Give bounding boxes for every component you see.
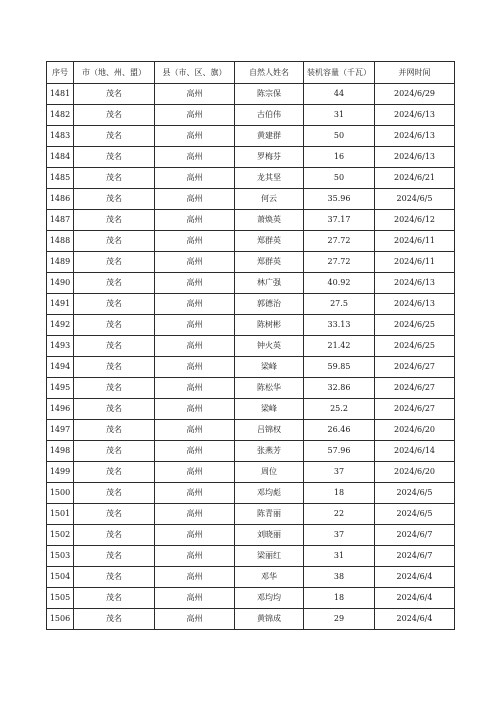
cell-serial-number: 1494	[47, 357, 74, 378]
cell-county: 高州	[155, 567, 235, 588]
cell-capacity: 29	[304, 609, 375, 630]
header-capacity: 装机容量（千瓦）	[304, 62, 375, 84]
cell-grid-date: 2024/6/5	[375, 504, 455, 525]
cell-city: 茂名	[74, 420, 155, 441]
cell-person-name: 梁峰	[235, 399, 304, 420]
cell-grid-date: 2024/6/14	[375, 441, 455, 462]
cell-person-name: 龙其坚	[235, 168, 304, 189]
cell-grid-date: 2024/6/4	[375, 588, 455, 609]
cell-grid-date: 2024/6/13	[375, 105, 455, 126]
cell-county: 高州	[155, 273, 235, 294]
cell-capacity: 25.2	[304, 399, 375, 420]
cell-county: 高州	[155, 294, 235, 315]
cell-county: 高州	[155, 399, 235, 420]
table-header-row	[47, 62, 455, 84]
table-row	[47, 294, 455, 315]
cell-grid-date: 2024/6/5	[375, 483, 455, 504]
cell-serial-number: 1490	[47, 273, 74, 294]
cell-capacity: 21.42	[304, 336, 375, 357]
cell-city: 茂名	[74, 315, 155, 336]
table-row	[47, 147, 455, 168]
cell-person-name: 陈宗保	[235, 84, 304, 105]
cell-serial-number: 1485	[47, 168, 74, 189]
cell-county: 高州	[155, 357, 235, 378]
cell-county: 高州	[155, 189, 235, 210]
cell-capacity: 37	[304, 462, 375, 483]
table-row	[47, 483, 455, 504]
cell-person-name: 陈松华	[235, 378, 304, 399]
cell-county: 高州	[155, 147, 235, 168]
table-row	[47, 441, 455, 462]
cell-serial-number: 1496	[47, 399, 74, 420]
cell-person-name: 罗梅芬	[235, 147, 304, 168]
cell-grid-date: 2024/6/13	[375, 147, 455, 168]
cell-grid-date: 2024/6/11	[375, 231, 455, 252]
cell-grid-date: 2024/6/13	[375, 126, 455, 147]
cell-city: 茂名	[74, 252, 155, 273]
table-row	[47, 609, 455, 630]
cell-capacity: 59.85	[304, 357, 375, 378]
cell-serial-number: 1488	[47, 231, 74, 252]
cell-city: 茂名	[74, 105, 155, 126]
cell-city: 茂名	[74, 441, 155, 462]
cell-person-name: 陈树彬	[235, 315, 304, 336]
cell-serial-number: 1500	[47, 483, 74, 504]
cell-grid-date: 2024/6/27	[375, 399, 455, 420]
cell-person-name: 郑群英	[235, 252, 304, 273]
table-body	[47, 84, 455, 630]
cell-city: 茂名	[74, 525, 155, 546]
cell-serial-number: 1498	[47, 441, 74, 462]
cell-serial-number: 1495	[47, 378, 74, 399]
cell-county: 高州	[155, 546, 235, 567]
table-row	[47, 399, 455, 420]
cell-county: 高州	[155, 525, 235, 546]
cell-capacity: 32.86	[304, 378, 375, 399]
cell-county: 高州	[155, 105, 235, 126]
cell-serial-number: 1499	[47, 462, 74, 483]
cell-person-name: 黄锦成	[235, 609, 304, 630]
cell-person-name: 萧焕英	[235, 210, 304, 231]
cell-county: 高州	[155, 378, 235, 399]
cell-capacity: 37	[304, 525, 375, 546]
cell-city: 茂名	[74, 567, 155, 588]
cell-city: 茂名	[74, 588, 155, 609]
cell-capacity: 27.72	[304, 231, 375, 252]
cell-grid-date: 2024/6/7	[375, 546, 455, 567]
header-grid-date: 并网时间	[375, 62, 455, 84]
cell-person-name: 刘晓丽	[235, 525, 304, 546]
cell-capacity: 27.5	[304, 294, 375, 315]
cell-county: 高州	[155, 504, 235, 525]
cell-capacity: 18	[304, 483, 375, 504]
cell-capacity: 33.13	[304, 315, 375, 336]
cell-capacity: 31	[304, 105, 375, 126]
cell-county: 高州	[155, 462, 235, 483]
table-row	[47, 420, 455, 441]
cell-city: 茂名	[74, 609, 155, 630]
cell-grid-date: 2024/6/4	[375, 567, 455, 588]
cell-person-name: 陈青丽	[235, 504, 304, 525]
cell-grid-date: 2024/6/27	[375, 378, 455, 399]
cell-grid-date: 2024/6/5	[375, 189, 455, 210]
cell-city: 茂名	[74, 168, 155, 189]
table-row	[47, 273, 455, 294]
header-serial-number: 序号	[47, 62, 74, 84]
cell-county: 高州	[155, 609, 235, 630]
table-row	[47, 546, 455, 567]
cell-grid-date: 2024/6/7	[375, 525, 455, 546]
cell-person-name: 何云	[235, 189, 304, 210]
cell-serial-number: 1497	[47, 420, 74, 441]
cell-person-name: 钟火英	[235, 336, 304, 357]
cell-capacity: 16	[304, 147, 375, 168]
cell-city: 茂名	[74, 483, 155, 504]
cell-capacity: 26.46	[304, 420, 375, 441]
header-city: 市（地、州、盟）	[74, 62, 155, 84]
cell-grid-date: 2024/6/13	[375, 273, 455, 294]
cell-county: 高州	[155, 441, 235, 462]
cell-city: 茂名	[74, 336, 155, 357]
cell-serial-number: 1482	[47, 105, 74, 126]
cell-person-name: 张燕芳	[235, 441, 304, 462]
table-row	[47, 168, 455, 189]
cell-capacity: 38	[304, 567, 375, 588]
cell-person-name: 林广强	[235, 273, 304, 294]
document-page	[46, 61, 454, 630]
cell-county: 高州	[155, 231, 235, 252]
cell-city: 茂名	[74, 378, 155, 399]
cell-grid-date: 2024/6/11	[375, 252, 455, 273]
cell-county: 高州	[155, 315, 235, 336]
table-row	[47, 357, 455, 378]
cell-grid-date: 2024/6/12	[375, 210, 455, 231]
cell-county: 高州	[155, 210, 235, 231]
cell-serial-number: 1504	[47, 567, 74, 588]
cell-county: 高州	[155, 336, 235, 357]
cell-city: 茂名	[74, 546, 155, 567]
cell-capacity: 27.72	[304, 252, 375, 273]
cell-grid-date: 2024/6/20	[375, 420, 455, 441]
cell-serial-number: 1481	[47, 84, 74, 105]
cell-city: 茂名	[74, 399, 155, 420]
cell-capacity: 40.92	[304, 273, 375, 294]
cell-city: 茂名	[74, 147, 155, 168]
cell-serial-number: 1489	[47, 252, 74, 273]
cell-grid-date: 2024/6/29	[375, 84, 455, 105]
cell-county: 高州	[155, 252, 235, 273]
cell-person-name: 邓均均	[235, 588, 304, 609]
cell-serial-number: 1501	[47, 504, 74, 525]
cell-county: 高州	[155, 588, 235, 609]
cell-person-name: 古伯伟	[235, 105, 304, 126]
cell-grid-date: 2024/6/25	[375, 315, 455, 336]
cell-county: 高州	[155, 84, 235, 105]
table-row	[47, 84, 455, 105]
header-county: 县（市、区、旗）	[155, 62, 235, 84]
table-row	[47, 462, 455, 483]
cell-grid-date: 2024/6/20	[375, 462, 455, 483]
table-row	[47, 210, 455, 231]
cell-serial-number: 1484	[47, 147, 74, 168]
cell-person-name: 吕锦权	[235, 420, 304, 441]
header-person-name: 自然人姓名	[235, 62, 304, 84]
cell-grid-date: 2024/6/4	[375, 609, 455, 630]
cell-grid-date: 2024/6/25	[375, 336, 455, 357]
cell-city: 茂名	[74, 84, 155, 105]
cell-city: 茂名	[74, 210, 155, 231]
cell-person-name: 周位	[235, 462, 304, 483]
table-row	[47, 315, 455, 336]
cell-capacity: 22	[304, 504, 375, 525]
cell-city: 茂名	[74, 189, 155, 210]
cell-capacity: 37.17	[304, 210, 375, 231]
cell-county: 高州	[155, 483, 235, 504]
cell-person-name: 黄建群	[235, 126, 304, 147]
table-row	[47, 231, 455, 252]
cell-person-name: 梁丽红	[235, 546, 304, 567]
cell-capacity: 18	[304, 588, 375, 609]
table-row	[47, 105, 455, 126]
cell-serial-number: 1505	[47, 588, 74, 609]
table-row	[47, 504, 455, 525]
grid-connection-table	[46, 61, 455, 630]
cell-person-name: 梁峰	[235, 357, 304, 378]
cell-serial-number: 1506	[47, 609, 74, 630]
cell-city: 茂名	[74, 462, 155, 483]
table-row	[47, 378, 455, 399]
cell-grid-date: 2024/6/21	[375, 168, 455, 189]
cell-serial-number: 1502	[47, 525, 74, 546]
cell-person-name: 郑群英	[235, 231, 304, 252]
cell-capacity: 57.96	[304, 441, 375, 462]
cell-serial-number: 1491	[47, 294, 74, 315]
table-row	[47, 336, 455, 357]
cell-capacity: 50	[304, 126, 375, 147]
table-row	[47, 189, 455, 210]
table-row	[47, 126, 455, 147]
cell-serial-number: 1487	[47, 210, 74, 231]
cell-serial-number: 1483	[47, 126, 74, 147]
cell-city: 茂名	[74, 273, 155, 294]
cell-city: 茂名	[74, 231, 155, 252]
cell-city: 茂名	[74, 504, 155, 525]
table-row	[47, 525, 455, 546]
cell-serial-number: 1503	[47, 546, 74, 567]
cell-person-name: 邓华	[235, 567, 304, 588]
cell-capacity: 31	[304, 546, 375, 567]
cell-county: 高州	[155, 126, 235, 147]
cell-city: 茂名	[74, 126, 155, 147]
cell-serial-number: 1486	[47, 189, 74, 210]
cell-serial-number: 1492	[47, 315, 74, 336]
cell-capacity: 35.96	[304, 189, 375, 210]
table-row	[47, 252, 455, 273]
cell-capacity: 50	[304, 168, 375, 189]
cell-county: 高州	[155, 420, 235, 441]
table-row	[47, 567, 455, 588]
cell-grid-date: 2024/6/13	[375, 294, 455, 315]
cell-city: 茂名	[74, 294, 155, 315]
cell-person-name: 郭德治	[235, 294, 304, 315]
cell-city: 茂名	[74, 357, 155, 378]
cell-capacity: 44	[304, 84, 375, 105]
cell-grid-date: 2024/6/27	[375, 357, 455, 378]
cell-county: 高州	[155, 168, 235, 189]
cell-person-name: 邓均彪	[235, 483, 304, 504]
table-row	[47, 588, 455, 609]
cell-serial-number: 1493	[47, 336, 74, 357]
